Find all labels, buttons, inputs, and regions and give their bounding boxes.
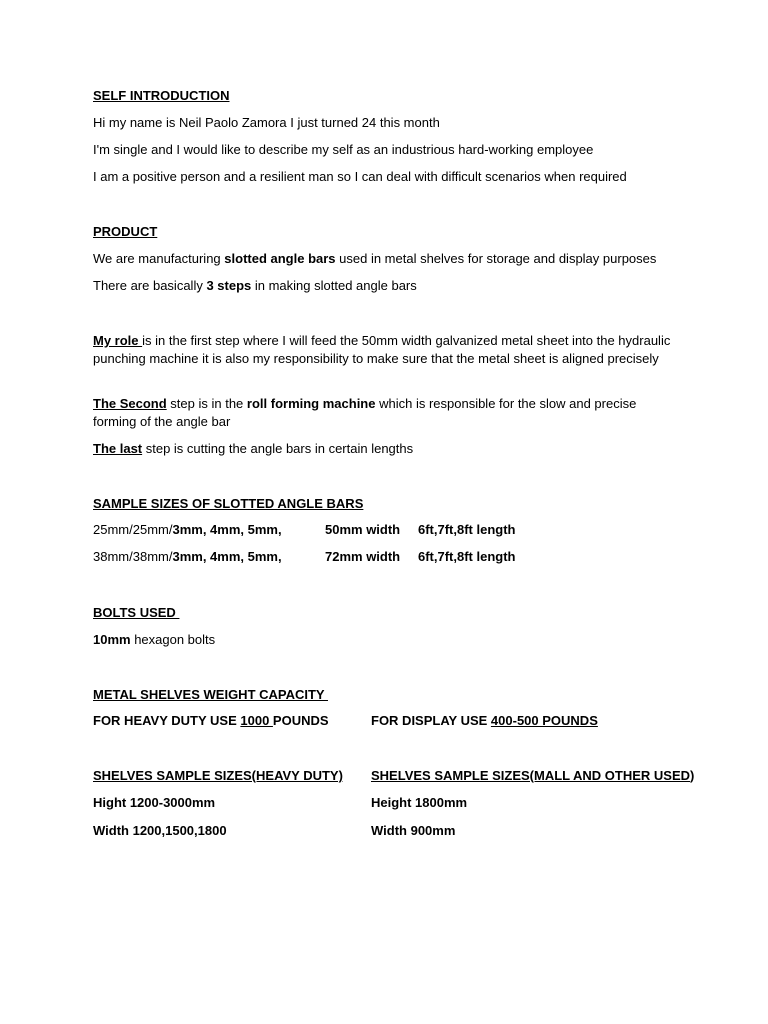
shelves-height-row [93, 795, 683, 813]
intro-line-1: Hi my name is Neil Paolo Zamora I just turned 24 this month [93, 115, 440, 130]
capacity-display-label: FOR DISPLAY USE [371, 713, 491, 728]
step-last-text: step is cutting the angle bars in certain lengths [142, 441, 414, 456]
sizes-row-1-thickness: 3mm, 4mm, 5mm, [172, 522, 282, 537]
bolts-line [93, 631, 215, 649]
sizes-row-2-length: 6ft,7ft,8ft length [418, 549, 516, 564]
sizes-row-1-width: 50mm width [325, 522, 401, 537]
shelves-mall-heading-paren: ) [690, 768, 695, 783]
sizes-row-2 [93, 549, 683, 567]
sizes-row-1-spec [93, 522, 282, 537]
step-role-label: My role [93, 333, 143, 348]
capacity-heavy-value: 1000 [240, 713, 273, 728]
step-second-text: step is in the [166, 396, 247, 411]
capacity-heavy-unit: POUNDS [272, 713, 329, 728]
sizes-row-2-width: 72mm width [325, 549, 401, 564]
capacity-heavy-label: FOR HEAVY DUTY USE [93, 713, 241, 728]
shelves-heavy-width: Width 1200,1500,1800 [93, 823, 227, 838]
product-line-2 [93, 277, 417, 295]
intro-line-3: I am a positive person and a resilient man so I can deal with difficult scenarios when required [93, 169, 627, 184]
shelves-mall-heading-text: SHELVES SAMPLE SIZES(MALL AND OTHER USED [371, 768, 691, 783]
shelves-heavy-height: Hight 1200-3000mm [93, 795, 216, 810]
step-second-bold: roll forming machine [246, 396, 376, 411]
capacity-heavy [93, 713, 329, 728]
step-role-paragraph [93, 332, 673, 368]
sizes-row-2-prefix: 38mm/38mm/ [93, 549, 173, 564]
shelves-mall-width: Width 900mm [371, 823, 456, 838]
sizes-row-1-prefix: 25mm/25mm/ [93, 522, 173, 537]
step-second-tail: which is responsible for the slow and precise forming of the angle bar [93, 396, 637, 429]
shelves-width-row [93, 823, 683, 841]
bolts-heading: BOLTS USED [93, 605, 180, 620]
shelves-mall-heading [371, 768, 694, 783]
step-last-paragraph [93, 440, 413, 458]
shelves-heavy-heading: SHELVES SAMPLE SIZES(HEAVY DUTY) [93, 768, 343, 783]
sizes-heading: SAMPLE SIZES OF SLOTTED ANGLE BARS [93, 496, 364, 511]
intro-heading: SELF INTRODUCTION [93, 88, 230, 103]
bolts-size: 10mm [93, 632, 131, 647]
bolts-text: hexagon bolts [130, 632, 216, 647]
step-second-label: The Second [93, 396, 167, 411]
product-heading: PRODUCT [93, 224, 158, 239]
sizes-row-1 [93, 522, 683, 540]
product-line-2-bold: 3 steps [206, 278, 252, 293]
sizes-row-1-length: 6ft,7ft,8ft length [418, 522, 516, 537]
step-role-text: is in the first step where I will feed the 50mm width galvanized metal sheet into the hydraulic punching machine it is also my responsibility to make sure that the metal sheet is aligned precisely [93, 333, 671, 366]
capacity-display [371, 713, 598, 728]
product-line-1-bold: slotted angle bars [224, 251, 336, 266]
step-second-paragraph [93, 395, 673, 431]
sizes-row-2-spec [93, 549, 282, 564]
product-line-1-text: We are manufacturing [93, 251, 225, 266]
capacity-display-value: 400-500 POUNDS [490, 713, 598, 728]
sizes-row-2-thickness: 3mm, 4mm, 5mm, [172, 549, 282, 564]
product-line-2-tail: in making slotted angle bars [251, 278, 417, 293]
step-last-label: The last [93, 441, 143, 456]
capacity-heading: METAL SHELVES WEIGHT CAPACITY [93, 687, 328, 702]
shelves-heading-row [93, 768, 695, 786]
product-line-2-text: There are basically [93, 278, 207, 293]
intro-line-2: I'm single and I would like to describe my self as an industrious hard-working employee [93, 142, 594, 157]
capacity-row [93, 713, 683, 731]
product-line-1 [93, 250, 656, 268]
shelves-mall-height: Height 1800mm [371, 795, 468, 810]
product-line-1-tail: used in metal shelves for storage and display purposes [335, 251, 657, 266]
